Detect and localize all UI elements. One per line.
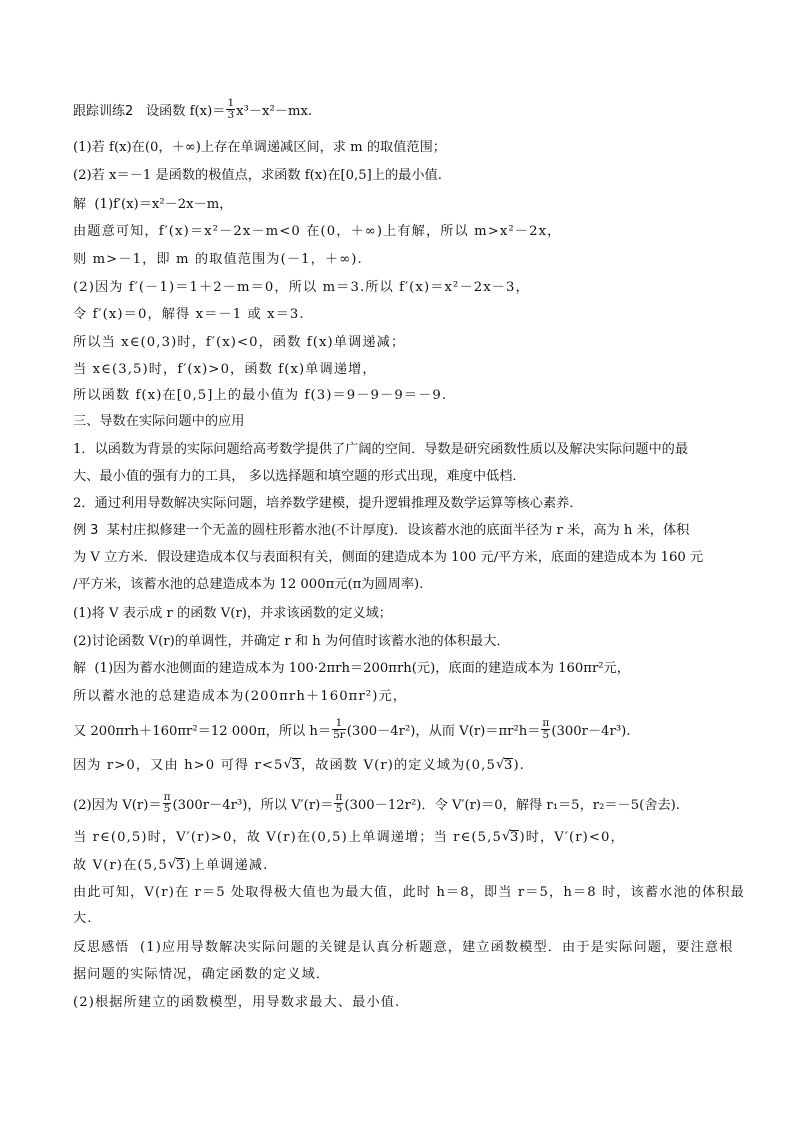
solution3-label: 解 — [73, 661, 87, 676]
solution3-line-8: 由此可知，V(r)在 r＝5 处取得极大值也为最大值，此时 h＝8，即当 r＝5，h＝8 时，该蓄水池的体积最 — [73, 885, 745, 900]
solution3-line-5: (2)因为 V(r)＝ $\frac{\pi}{5}$ (300r－4r³)，所以 V′(r)＝ $\frac{\pi}{5}$ (300－12r²)．令 V′(r)＝0，解得 r₁＝5，r₂＝－5(舍去). — [73, 791, 680, 815]
reflection-line-1 — [73, 939, 733, 956]
fraction-pi-over-5: $\frac{\pi}{5}$ — [335, 791, 343, 815]
exercise-function-pre: 设函数 f(x)＝ — [145, 104, 226, 119]
reflection-text: (1)应用导数解决实际问题的关键是认真分析题意，建立函数模型．由于是实际问题，要注意根 — [140, 940, 734, 955]
solution-line-7: 当 x∈(3,5)时，f′(x)>0，函数 f(x)单调递增， — [73, 362, 377, 377]
solution3-text: (1)因为蓄水池侧面的建造成本为 100·2πrh＝200πrh(元)，底面的建造成本为 160πr²元， — [94, 661, 630, 676]
exercise-heading — [73, 97, 733, 123]
solution3-line-6: 当 r∈(0,5)时，V′(r)>0，故 V(r)在(0,5)上单调递增；当 r∈(5,5 √ 3)时，V′(r)<0， — [73, 829, 625, 845]
fraction-one-third: $\frac{1}{3}$ — [227, 97, 235, 121]
question-2: (2)若 x＝－1 是函数的极值点，求函数 f(x)在[0,5]上的最小值. — [73, 168, 442, 183]
sqrt-symbol: √ 3 — [283, 757, 302, 773]
section-heading: 三、导数在实际问题中的应用 — [73, 414, 245, 429]
solution-line-2: 由题意可知，f′(x)＝x²－2x－m<0 在(0，＋∞)上有解，所以 m>x²－2x， — [73, 224, 562, 239]
reflection-line-2: 据问题的实际情况，确定函数的定义域． — [73, 967, 331, 982]
sqrt-symbol: √ 3 — [167, 857, 186, 873]
reflection-line-3: (2)根据所建立的函数模型，用导数求最大、最小值. — [73, 995, 401, 1010]
solution3-line-1 — [73, 660, 733, 677]
sqrt-symbol: √ 3 — [495, 757, 514, 773]
example-3-question-1: (1)将 V 表示成 r 的函数 V(r)，并求该函数的定义域； — [73, 606, 392, 621]
fraction-pi-over-5: $\frac{\pi}{5}$ — [163, 791, 171, 815]
section-point-1a: 1．以函数为背景的实际问题给高考数学提供了广阔的空间．导数是研究函数性质以及解决实际问题中的最 — [73, 442, 689, 457]
solution-line-3: 则 m>－1，即 m 的取值范围为(－1，＋∞). — [73, 252, 363, 267]
solution3-line-4: 因为 r>0，又由 h>0 可得 r<5 √ 3，故函数 V(r)的定义域为(0,5 √ 3). — [73, 757, 525, 773]
solution-line-1 — [73, 196, 733, 213]
example-3-question-2: (2)讨论函数 V(r)的单调性，并确定 r 和 h 为何值时该蓄水池的体积最大． — [73, 634, 510, 649]
solution3-line-3: 又 200πrh＋160πr²＝12 000π，所以 h＝ $\frac{1}{5r}$ (300－4r²)，从而 V(r)＝πr²h＝ $\frac{\pi}{5}$ (300r－4r³). — [73, 717, 631, 741]
question-1: (1)若 f(x)在(0，＋∞)上存在单调递减区间，求 m 的取值范围； — [73, 140, 446, 155]
section-point-1b: 大、最小值的强有力的工具， 多以选择题和填空题的形式出现，难度中低档． — [73, 469, 526, 484]
solution3-line-2: 所以蓄水池的总建造成本为(200πrh＋160πr²)元， — [73, 689, 408, 704]
reflection-label: 反思感悟 — [73, 940, 130, 955]
exercise-label: 跟踪训练2 — [73, 104, 134, 119]
solution-line-6: 所以当 x∈(0,3)时，f′(x)<0，函数 f(x)单调递减； — [73, 335, 406, 350]
example-3-line-3: /平方米，该蓄水池的总建造成本为 12 000π元(π为圆周率). — [73, 577, 424, 592]
example-3-text: 某村庄拟修建一个无盖的圆柱形蓄水池(不计厚度)．设该蓄水池的底面半径为 r 米，高为 h 米，体积 — [106, 523, 690, 538]
section-point-2: 2．通过利用导数解决实际问题，培养数学建模，提升逻辑推理及数学运算等核心素养． — [73, 496, 583, 511]
solution3-line-7: 故 V(r)在(5,5 √ 3)上单调递减. — [73, 857, 269, 873]
exercise-function-post: x³－x²－mx. — [236, 104, 313, 119]
example-3-line-1 — [73, 522, 733, 539]
example-label: 例 3 — [73, 523, 99, 538]
fraction-pi-over-5: $\frac{\pi}{5}$ — [542, 717, 550, 741]
solution-derivative: (1)f′(x)＝x²－2x－m， — [94, 197, 233, 212]
fraction-1-over-5r: $\frac{1}{5r}$ — [333, 717, 345, 741]
example-3-line-2: 为 V 立方米．假设建造成本仅与表面积有关，侧面的建造成本为 100 元/平方米，底面的建造成本为 160 元 — [73, 550, 704, 565]
solution-label: 解 — [73, 197, 87, 212]
solution3-line-9: 大. — [73, 911, 93, 926]
solution-line-4: (2)因为 f′(－1)＝1＋2－m＝0，所以 m＝3.所以 f′(x)＝x²－2x－3， — [73, 280, 530, 295]
sqrt-symbol: √ 3 — [501, 829, 520, 845]
solution-line-5: 令 f′(x)＝0，解得 x＝－1 或 x＝3. — [73, 307, 305, 322]
solution-line-8: 所以函数 f(x)在[0,5]上的最小值为 f(3)＝9－9－9＝－9. — [73, 388, 448, 403]
